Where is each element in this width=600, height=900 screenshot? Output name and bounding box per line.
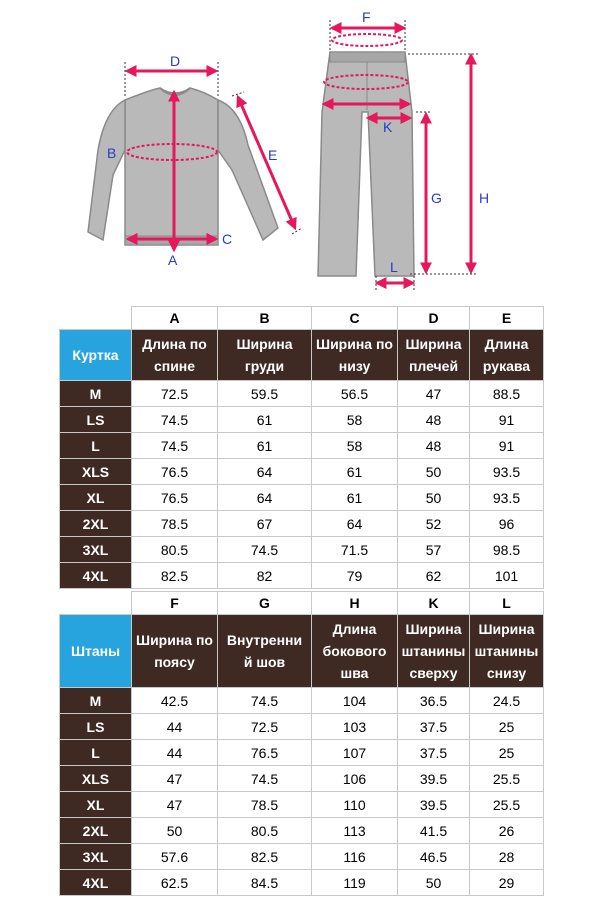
pants-size-row bbox=[60, 792, 544, 818]
jacket-column-header bbox=[312, 330, 398, 381]
column-header-line: плечей bbox=[408, 358, 459, 374]
pants-value-cell: 84.5 bbox=[218, 870, 312, 896]
jacket-size-row bbox=[60, 433, 544, 459]
label-c: C bbox=[222, 231, 233, 247]
jacket-value-cell: 91 bbox=[470, 433, 544, 459]
pants-value-cell: 50 bbox=[132, 818, 218, 844]
label-k: K bbox=[383, 119, 393, 135]
jacket-column-header bbox=[398, 330, 470, 381]
pants-column-letter: G bbox=[218, 592, 312, 615]
pants-table-title: Штаны bbox=[60, 615, 132, 688]
pants-column-header bbox=[470, 615, 544, 688]
pants-size-row bbox=[60, 818, 544, 844]
label-d: D bbox=[170, 53, 181, 69]
pants-value-cell: 25 bbox=[470, 740, 544, 766]
column-header-line: поясу bbox=[154, 654, 195, 670]
pants-value-cell: 28 bbox=[470, 844, 544, 870]
pants-header-row bbox=[60, 615, 544, 688]
jacket-value-cell: 50 bbox=[398, 485, 470, 511]
pants-value-cell: 44 bbox=[132, 740, 218, 766]
jacket-value-cell: 58 bbox=[312, 407, 398, 433]
jacket-value-cell: 101 bbox=[470, 563, 544, 589]
pants-value-cell: 82.5 bbox=[218, 844, 312, 870]
jacket-size-label: LS bbox=[60, 407, 132, 433]
pants-size-label: 4XL bbox=[60, 870, 132, 896]
jacket-value-cell: 48 bbox=[398, 407, 470, 433]
pants-value-cell: 37.5 bbox=[398, 714, 470, 740]
column-header-line: шва bbox=[340, 665, 369, 681]
jacket-value-cell: 88.5 bbox=[470, 381, 544, 407]
jacket-size-row bbox=[60, 563, 544, 589]
pants-value-cell: 46.5 bbox=[398, 844, 470, 870]
label-h: H bbox=[479, 190, 490, 206]
jacket-value-cell: 93.5 bbox=[470, 459, 544, 485]
jacket-letter-row bbox=[60, 307, 544, 330]
pants-value-cell: 116 bbox=[312, 844, 398, 870]
pants-size-label: 3XL bbox=[60, 844, 132, 870]
jacket-size-row bbox=[60, 537, 544, 563]
column-header-line: сверху bbox=[409, 665, 458, 681]
pants-value-cell: 104 bbox=[312, 688, 398, 714]
jacket-size-label: 3XL bbox=[60, 537, 132, 563]
column-header-line: Длина по bbox=[142, 336, 207, 352]
jacket-value-cell: 50 bbox=[398, 459, 470, 485]
jacket-value-cell: 82 bbox=[218, 563, 312, 589]
jacket-column-letter: A bbox=[132, 307, 218, 330]
column-header-line: низу bbox=[338, 358, 371, 374]
jacket-size-row bbox=[60, 381, 544, 407]
pants-letter-row bbox=[60, 592, 544, 615]
jacket-value-cell: 79 bbox=[312, 563, 398, 589]
measurement-diagram bbox=[0, 0, 600, 300]
pants-column-letter: K bbox=[398, 592, 470, 615]
pants-column-letter: H bbox=[312, 592, 398, 615]
pants-size-row bbox=[60, 766, 544, 792]
pants-value-cell: 106 bbox=[312, 766, 398, 792]
column-header-line: штанины bbox=[401, 643, 466, 659]
jacket-value-cell: 72.5 bbox=[132, 381, 218, 407]
pants-value-cell: 50 bbox=[398, 870, 470, 896]
pants-value-cell: 72.5 bbox=[218, 714, 312, 740]
jacket-value-cell: 64 bbox=[312, 511, 398, 537]
pants-value-cell: 39.5 bbox=[398, 792, 470, 818]
pants-value-cell: 113 bbox=[312, 818, 398, 844]
pants-value-cell: 47 bbox=[132, 766, 218, 792]
jacket-value-cell: 61 bbox=[218, 407, 312, 433]
pants-value-cell: 74.5 bbox=[218, 766, 312, 792]
pants-table-body bbox=[60, 592, 544, 896]
jacket-column-header bbox=[218, 330, 312, 381]
jacket-table-body bbox=[60, 307, 544, 589]
jacket-value-cell: 61 bbox=[312, 459, 398, 485]
pants-value-cell: 47 bbox=[132, 792, 218, 818]
column-header-line: Ширина bbox=[478, 621, 535, 637]
measure-f-ring bbox=[332, 34, 402, 46]
column-header-line: Длина bbox=[484, 336, 529, 352]
jacket-body bbox=[125, 88, 218, 245]
jacket-value-cell: 76.5 bbox=[132, 485, 218, 511]
column-header-line: Ширина bbox=[405, 336, 462, 352]
pants-column-header bbox=[132, 615, 218, 688]
pants-size-label: LS bbox=[60, 714, 132, 740]
pants-waistband bbox=[330, 52, 405, 62]
pants-value-cell: 29 bbox=[470, 870, 544, 896]
jacket-value-cell: 64 bbox=[218, 485, 312, 511]
jacket-value-cell: 96 bbox=[470, 511, 544, 537]
pants-column-header bbox=[312, 615, 398, 688]
jacket-column-letter: D bbox=[398, 307, 470, 330]
jacket-value-cell: 98.5 bbox=[470, 537, 544, 563]
jacket-size-label: 2XL bbox=[60, 511, 132, 537]
jacket-value-cell: 61 bbox=[312, 485, 398, 511]
jacket-value-cell: 64 bbox=[218, 459, 312, 485]
pants-value-cell: 110 bbox=[312, 792, 398, 818]
pants-value-cell: 37.5 bbox=[398, 740, 470, 766]
jacket-size-row bbox=[60, 407, 544, 433]
column-header-line: Внутренни bbox=[226, 632, 303, 648]
label-b: B bbox=[107, 145, 117, 161]
pants-column-header bbox=[218, 615, 312, 688]
column-header-line: груди bbox=[244, 358, 285, 374]
jacket-value-cell: 47 bbox=[398, 381, 470, 407]
jacket-size-label: XLS bbox=[60, 459, 132, 485]
pants-column-letter: F bbox=[132, 592, 218, 615]
jacket-value-cell: 80.5 bbox=[132, 537, 218, 563]
pants-size-row bbox=[60, 844, 544, 870]
jacket-header-row bbox=[60, 330, 544, 381]
jacket-value-cell: 56.5 bbox=[312, 381, 398, 407]
jacket-value-cell: 74.5 bbox=[218, 537, 312, 563]
label-g: G bbox=[431, 190, 442, 206]
jacket-value-cell: 74.5 bbox=[132, 433, 218, 459]
jacket-value-cell: 91 bbox=[470, 407, 544, 433]
column-header-line: Ширина по bbox=[136, 632, 213, 648]
jacket-value-cell: 71.5 bbox=[312, 537, 398, 563]
pants-size-row bbox=[60, 714, 544, 740]
jacket-size-row bbox=[60, 485, 544, 511]
pants-value-cell: 74.5 bbox=[218, 688, 312, 714]
pants-value-cell: 107 bbox=[312, 740, 398, 766]
pants-value-cell: 41.5 bbox=[398, 818, 470, 844]
label-a: A bbox=[168, 252, 178, 268]
column-header-line: штанины bbox=[474, 643, 539, 659]
jacket-illustration bbox=[88, 88, 278, 245]
column-header-line: снизу bbox=[486, 665, 527, 681]
column-header-line: бокового bbox=[322, 643, 387, 659]
jacket-value-cell: 93.5 bbox=[470, 485, 544, 511]
pants-value-cell: 78.5 bbox=[218, 792, 312, 818]
jacket-size-label: L bbox=[60, 433, 132, 459]
column-header-line: й шов bbox=[243, 654, 286, 670]
pants-size-label: L bbox=[60, 740, 132, 766]
jacket-value-cell: 61 bbox=[218, 433, 312, 459]
pants-size-row bbox=[60, 740, 544, 766]
jacket-column-header bbox=[132, 330, 218, 381]
label-l: L bbox=[390, 259, 398, 275]
pants-size-label: 2XL bbox=[60, 818, 132, 844]
jacket-value-cell: 52 bbox=[398, 511, 470, 537]
jacket-value-cell: 48 bbox=[398, 433, 470, 459]
jacket-left-sleeve bbox=[88, 100, 125, 240]
pants-value-cell: 103 bbox=[312, 714, 398, 740]
pants-value-cell: 36.5 bbox=[398, 688, 470, 714]
jacket-value-cell: 62 bbox=[398, 563, 470, 589]
jacket-table-title: Куртка bbox=[60, 330, 132, 381]
jacket-value-cell: 59.5 bbox=[218, 381, 312, 407]
jacket-size-label: M bbox=[60, 381, 132, 407]
jacket-column-letter: C bbox=[312, 307, 398, 330]
pants-size-label: XL bbox=[60, 792, 132, 818]
pants-size-label: XLS bbox=[60, 766, 132, 792]
jacket-size-row bbox=[60, 459, 544, 485]
pants-value-cell: 44 bbox=[132, 714, 218, 740]
column-header-line: Длина bbox=[332, 621, 377, 637]
pants-value-cell: 119 bbox=[312, 870, 398, 896]
jacket-column-letter: B bbox=[218, 307, 312, 330]
column-header-line: Ширина bbox=[236, 336, 293, 352]
jacket-value-cell: 78.5 bbox=[132, 511, 218, 537]
pants-corner-cell bbox=[60, 592, 132, 615]
jacket-size-table bbox=[59, 306, 544, 589]
jacket-column-header bbox=[470, 330, 544, 381]
jacket-value-cell: 74.5 bbox=[132, 407, 218, 433]
column-header-line: рукава bbox=[482, 358, 531, 374]
jacket-value-cell: 57 bbox=[398, 537, 470, 563]
jacket-value-cell: 76.5 bbox=[132, 459, 218, 485]
jacket-value-cell: 67 bbox=[218, 511, 312, 537]
jacket-size-label: 4XL bbox=[60, 563, 132, 589]
jacket-size-label: XL bbox=[60, 485, 132, 511]
pants-size-label: M bbox=[60, 688, 132, 714]
pants-value-cell: 25.5 bbox=[470, 792, 544, 818]
jacket-value-cell: 58 bbox=[312, 433, 398, 459]
pants-value-cell: 24.5 bbox=[470, 688, 544, 714]
pants-value-cell: 39.5 bbox=[398, 766, 470, 792]
pants-value-cell: 62.5 bbox=[132, 870, 218, 896]
jacket-size-row bbox=[60, 511, 544, 537]
pants-size-table bbox=[59, 591, 544, 896]
pants-value-cell: 26 bbox=[470, 818, 544, 844]
pants-column-letter: L bbox=[470, 592, 544, 615]
jacket-value-cell: 82.5 bbox=[132, 563, 218, 589]
pants-value-cell: 76.5 bbox=[218, 740, 312, 766]
pants-value-cell: 57.6 bbox=[132, 844, 218, 870]
pants-size-row bbox=[60, 870, 544, 896]
pants-value-cell: 42.5 bbox=[132, 688, 218, 714]
label-f: F bbox=[362, 9, 371, 25]
column-header-line: Ширина по bbox=[316, 336, 393, 352]
jacket-corner-cell bbox=[60, 307, 132, 330]
pants-value-cell: 80.5 bbox=[218, 818, 312, 844]
pants-column-header bbox=[398, 615, 470, 688]
jacket-column-letter: E bbox=[470, 307, 544, 330]
column-header-line: спине bbox=[153, 358, 196, 374]
label-e: E bbox=[268, 147, 278, 163]
pants-size-row bbox=[60, 688, 544, 714]
column-header-line: Ширина bbox=[405, 621, 462, 637]
pants-value-cell: 25.5 bbox=[470, 766, 544, 792]
pants-value-cell: 25 bbox=[470, 714, 544, 740]
